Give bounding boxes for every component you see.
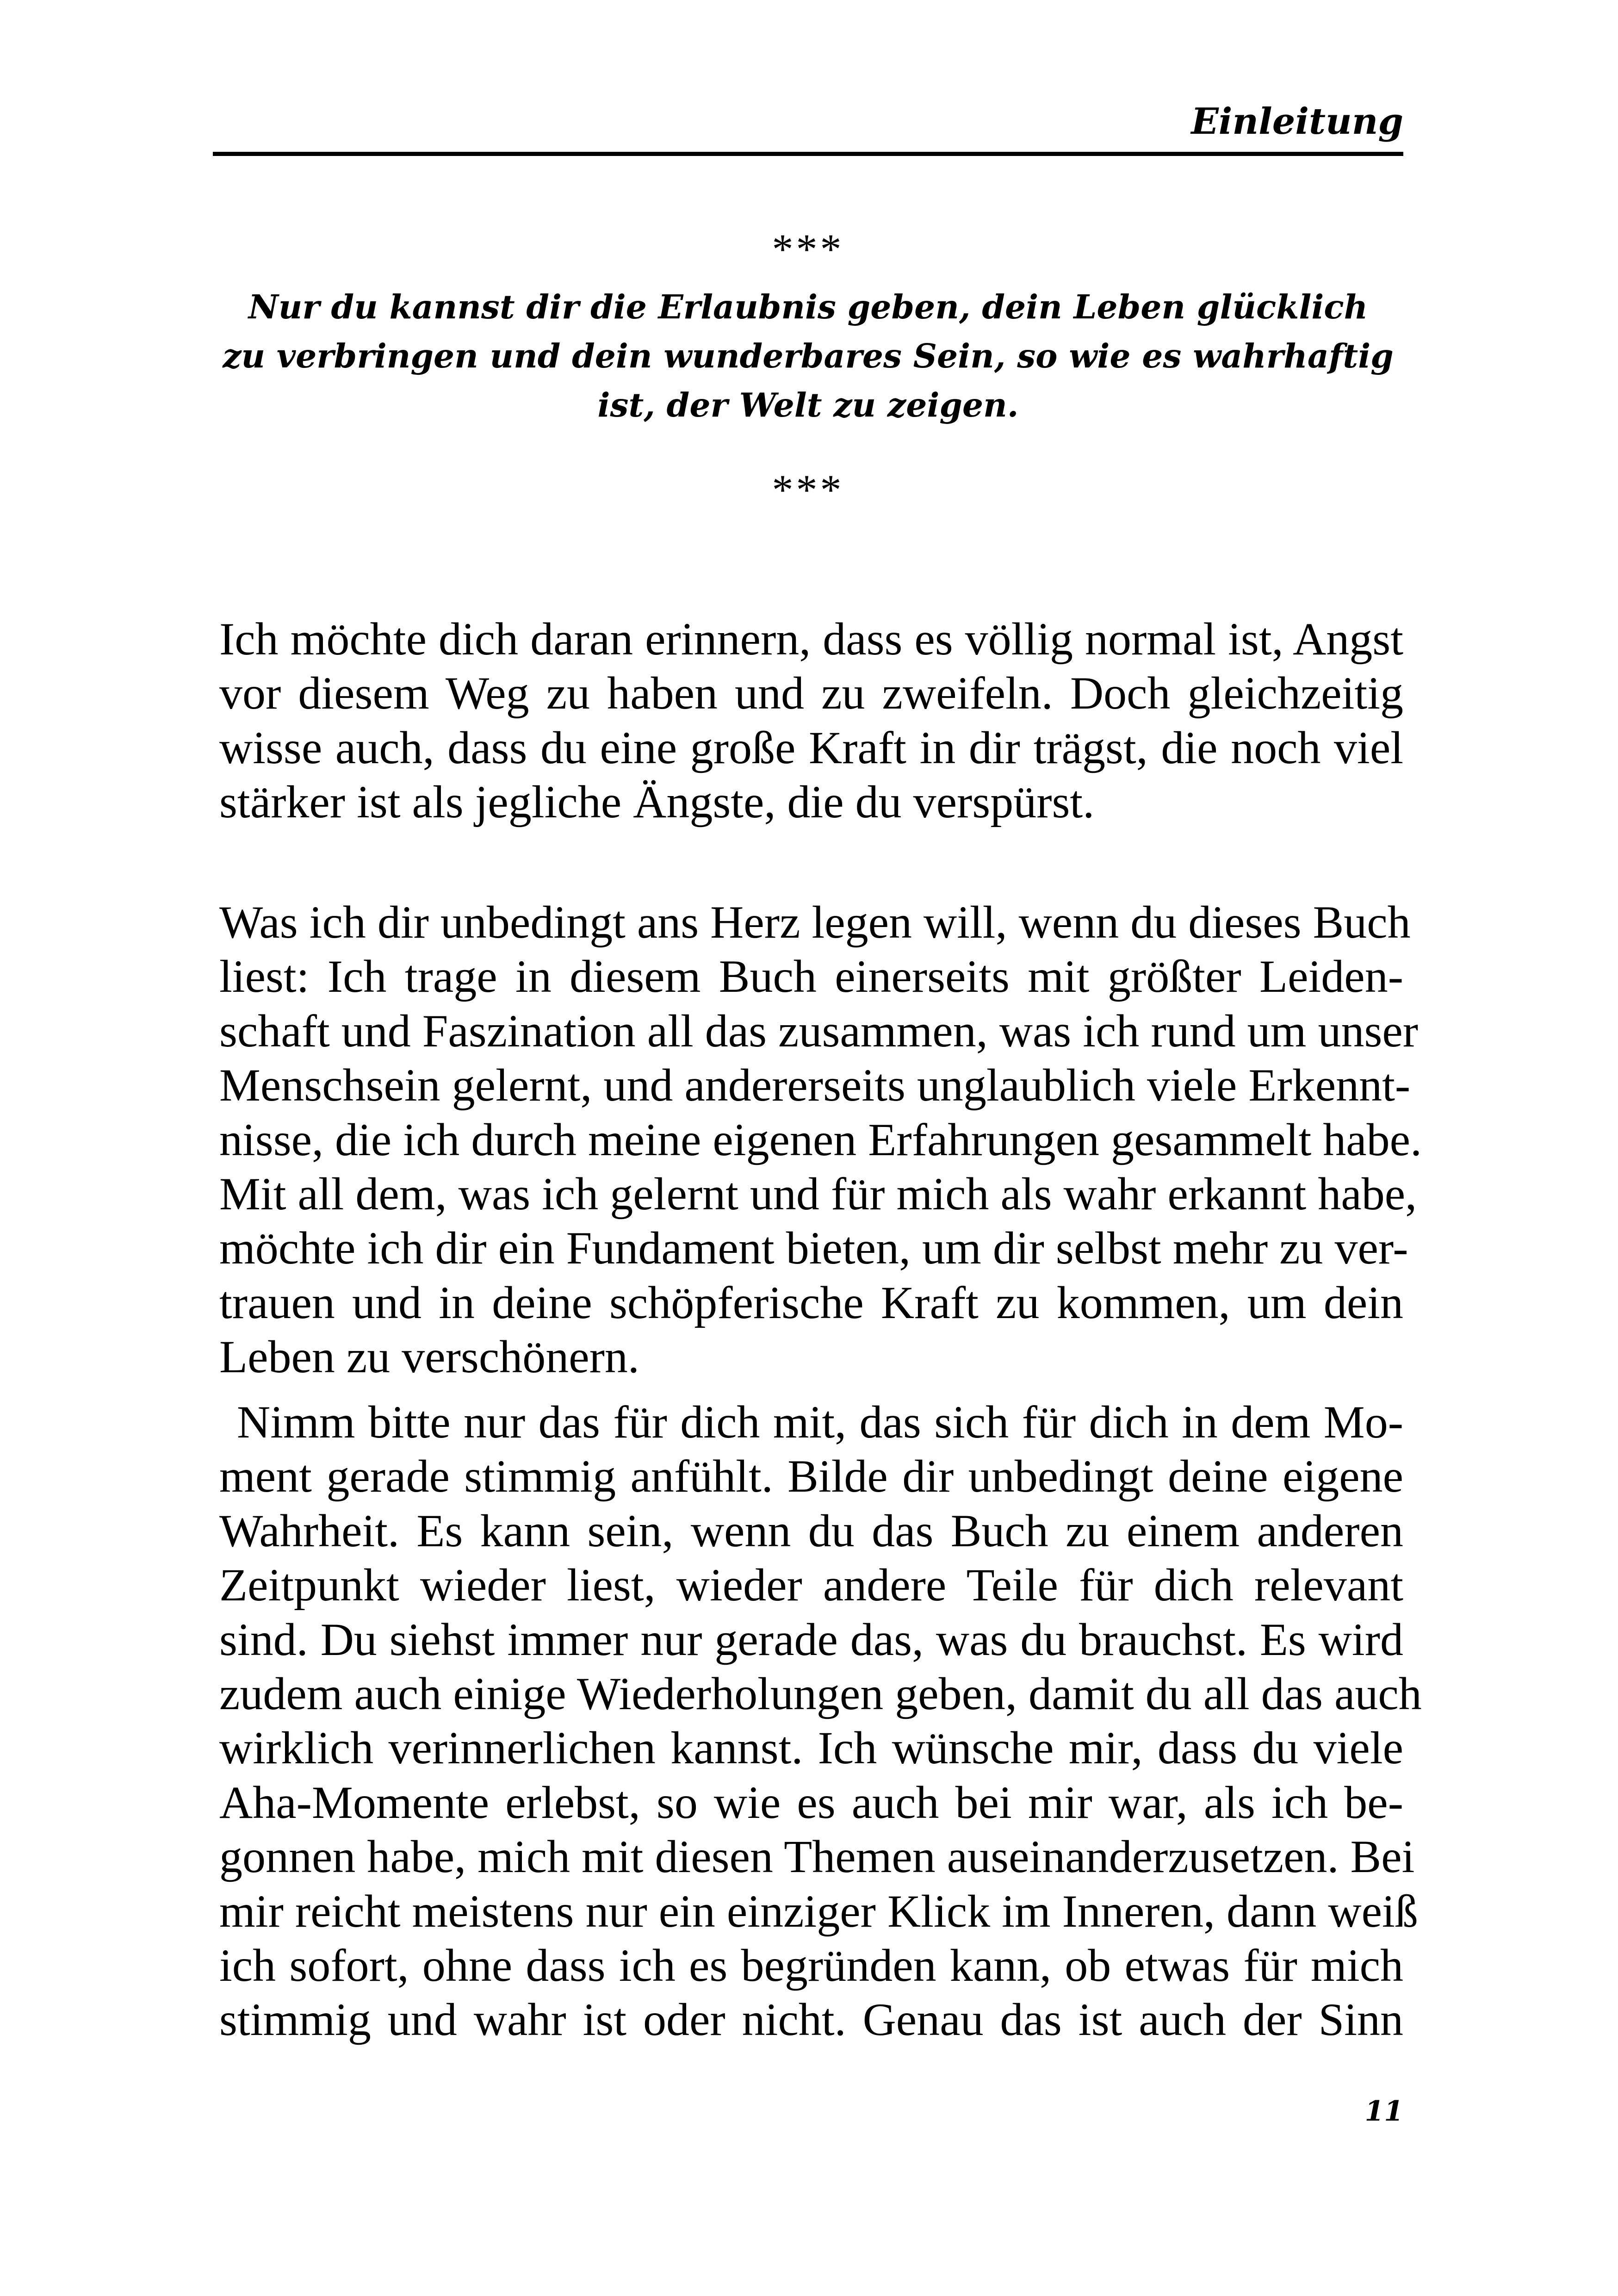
text-line: Aha-Momente erlebst, so wie es auch bei mir war, als ich be- [219,1776,1403,1828]
page-number: 11 [1364,2095,1403,2128]
text-line: Was ich dir unbedingt ans Herz legen will, wenn du dieses Buch [219,896,1411,948]
text-line: liest: Ich trage in diesem Buch einerseits mit größter Leiden- [219,951,1403,1002]
body-paragraph-3 [219,1395,1422,2047]
body-paragraph-2 [219,895,1422,1384]
separator-top: *** [772,225,844,273]
text-line: wisse auch, dass du eine große Kraft in dir trägst, die noch viel [219,722,1403,773]
text-line: wirklich verinnerlichen kannst. Ich wünsche mir, dass du viele [219,1722,1403,1774]
text-line: Ich möchte dich daran erinnern, dass es völlig normal ist, Angst [219,613,1403,665]
text-line: vor diesem Weg zu haben und zu zweifeln. Doch gleichzeitig [219,667,1403,719]
header-rule [213,152,1403,156]
text-line: trauen und in deine schöpferische Kraft zu kommen, um dein [219,1276,1403,1328]
text-line: gonnen habe, mich mit diesen Themen auseinanderzusetzen. Bei [219,1831,1415,1883]
text-line: nisse, die ich durch meine eigenen Erfahrungen gesammelt habe. [219,1114,1422,1165]
text-line: Zeitpunkt wieder liest, wieder andere Teile für dich relevant [219,1559,1403,1611]
text-line: Nimm bitte nur das für dich mit, das sich für dich in dem Mo- [237,1396,1403,1448]
epigraph-quote [213,282,1403,429]
quote-line: ist, der Welt zu zeigen. [597,386,1019,424]
text-line: schaft und Faszination all das zusammen, was ich rund um unser [219,1005,1419,1057]
body-paragraph-1 [219,612,1403,829]
text-line: ment gerade stimmig anfühlt. Bilde dir unbedingt deine eigene [219,1450,1403,1502]
running-head-title: Einleitung [1191,100,1403,143]
text-line: zudem auch einige Wiederholungen geben, damit du all das auch [219,1668,1422,1720]
quote-line: Nur du kannst dir die Erlaubnis geben, dein Leben glücklich [248,287,1368,326]
text-line: stärker ist als jegliche Ängste, die du verspürst. [219,776,1095,828]
text-line: stimmig und wahr ist oder nicht. Genau das ist auch der Sinn [219,1994,1403,2046]
text-line: möchte ich dir ein Fundament bieten, um dir selbst mehr zu ver- [219,1222,1408,1274]
separator-bottom: *** [772,466,844,513]
text-line: mir reicht meistens nur ein einziger Klick im Inneren, dann weiß [219,1885,1418,1937]
text-line: sind. Du siehst immer nur gerade das, was du brauchst. Es wird [219,1613,1403,1665]
quote-line: zu verbringen und dein wunderbares Sein, so wie es wahrhaftig [223,336,1394,375]
text-line: Mit all dem, was ich gelernt und für mich als wahr erkannt habe, [219,1168,1417,1220]
text-line: Wahrheit. Es kann sein, wenn du das Buch zu einem anderen [219,1505,1403,1556]
text-line: ich sofort, ohne dass ich es begründen kann, ob etwas für mich [219,1940,1403,1991]
text-line: Menschsein gelernt, und andererseits unglaublich viele Erkennt- [219,1059,1411,1111]
text-line: Leben zu verschönern. [219,1331,639,1383]
